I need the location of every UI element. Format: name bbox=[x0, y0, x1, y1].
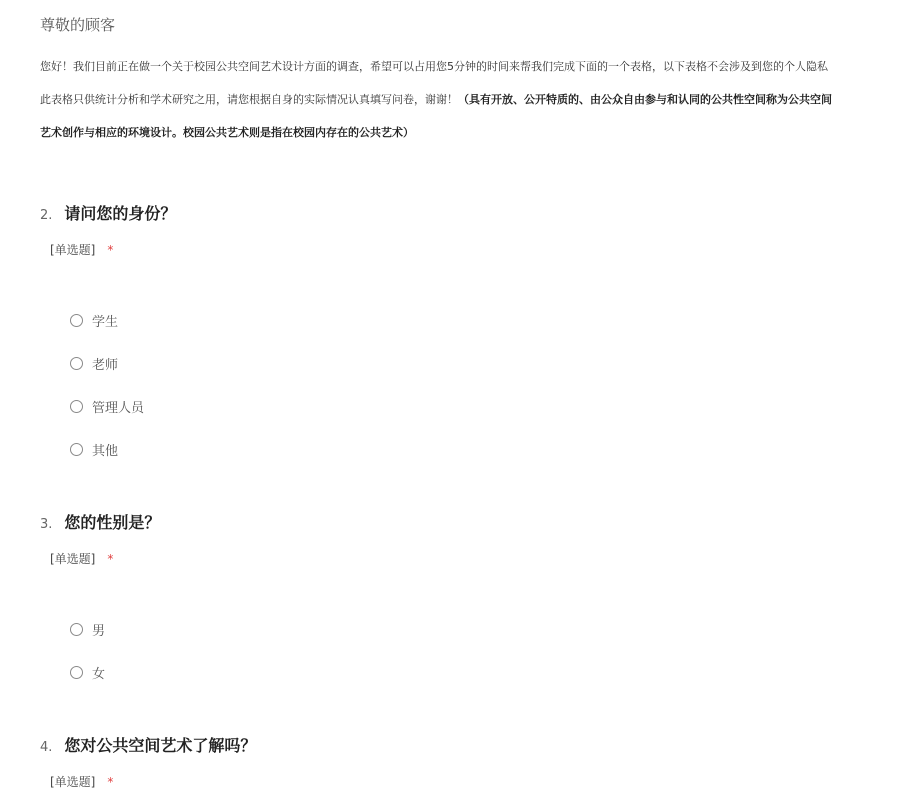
radio-button[interactable] bbox=[70, 314, 83, 327]
question-2-type bbox=[50, 241, 113, 258]
radio-button[interactable] bbox=[70, 666, 83, 679]
intro-line-2-text: 此表格只供统计分析和学术研究之用，请您根据自身的实际情况认真填写问卷，谢谢！ bbox=[40, 93, 458, 106]
radio-button[interactable] bbox=[70, 443, 83, 456]
required-mark: * bbox=[107, 775, 114, 789]
question-number: 4. bbox=[40, 740, 53, 755]
question-text: 请问您的身份？ bbox=[64, 204, 177, 223]
option-label[interactable]: 男 bbox=[92, 624, 106, 639]
option-other[interactable] bbox=[70, 440, 118, 459]
required-mark: * bbox=[107, 243, 114, 257]
intro-definition-bold: （具有开放、公开特质的、由公众自由参与和认同的公共性空间称为公共空间 bbox=[458, 93, 832, 106]
intro-line-3 bbox=[40, 124, 414, 140]
greeting-title: 尊敬的顾客 bbox=[40, 16, 116, 34]
question-text: 您对公共空间艺术了解吗？ bbox=[64, 736, 257, 755]
option-label[interactable]: 其他 bbox=[92, 444, 119, 459]
radio-button[interactable] bbox=[70, 623, 83, 636]
question-4-type bbox=[50, 773, 113, 790]
option-label[interactable]: 女 bbox=[92, 667, 106, 682]
intro-line-2 bbox=[40, 91, 832, 107]
question-type-label: [单选题] bbox=[50, 775, 96, 789]
question-type-label: [单选题] bbox=[50, 552, 96, 566]
radio-button[interactable] bbox=[70, 400, 83, 413]
question-2-title bbox=[40, 201, 176, 224]
option-female[interactable] bbox=[70, 663, 105, 682]
option-label[interactable]: 管理人员 bbox=[92, 401, 145, 416]
intro-line-1: 您好！我们目前正在做一个关于校园公共空间艺术设计方面的调查，希望可以占用您5分钟的时间来帮我们完成下面的一个表格，以下表格不会涉及到您的个人隐私 bbox=[40, 60, 828, 73]
option-teacher[interactable] bbox=[70, 354, 118, 373]
question-4-title bbox=[40, 733, 256, 756]
option-label[interactable]: 学生 bbox=[92, 315, 119, 330]
question-type-label: [单选题] bbox=[50, 243, 96, 257]
required-mark: * bbox=[107, 552, 114, 566]
option-student[interactable] bbox=[70, 311, 118, 330]
radio-button[interactable] bbox=[70, 357, 83, 370]
option-male[interactable] bbox=[70, 620, 105, 639]
question-3-title bbox=[40, 510, 160, 533]
option-staff[interactable] bbox=[70, 397, 144, 416]
option-label[interactable]: 老师 bbox=[92, 358, 119, 373]
question-number: 3. bbox=[40, 517, 53, 532]
question-3-type bbox=[50, 550, 113, 567]
question-number: 2. bbox=[40, 208, 53, 223]
intro-definition-bold-cont: 艺术创作与相应的环境设计。校园公共艺术则是指在校园内存在的公共艺术） bbox=[40, 126, 414, 139]
question-text: 您的性别是？ bbox=[64, 513, 161, 532]
